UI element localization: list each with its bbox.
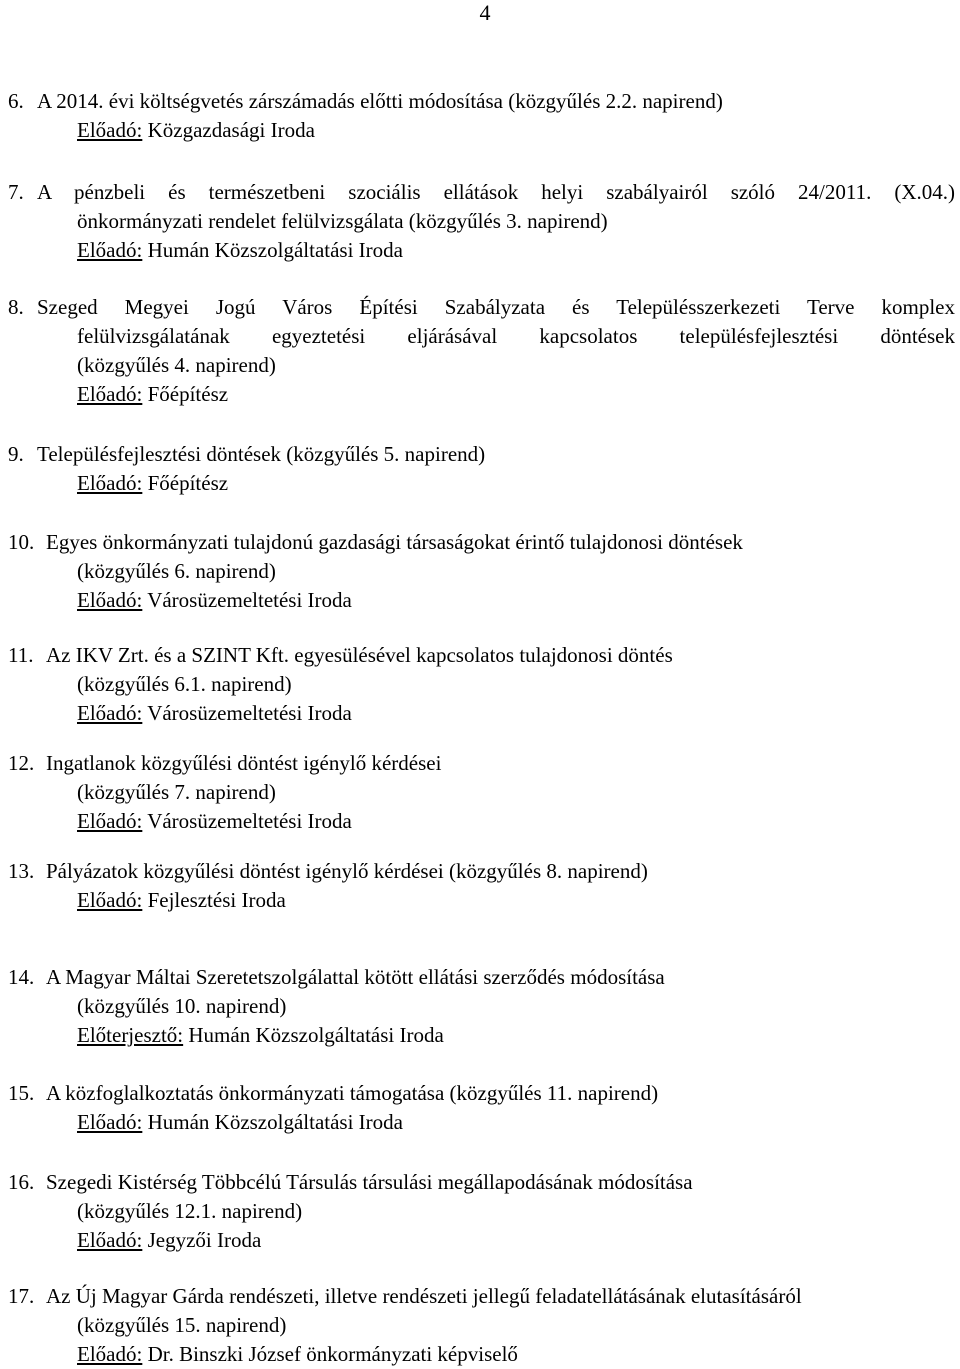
agenda-item-number: 8. bbox=[8, 295, 24, 319]
agenda-item-title-line: Településfejlesztési döntések (közgyűlés 5. napirend) bbox=[37, 442, 486, 466]
agenda-item-title-line: (közgyűlés 10. napirend) bbox=[77, 994, 287, 1018]
agenda-item-presenter bbox=[77, 380, 960, 409]
agenda-item bbox=[0, 963, 960, 1050]
agenda-item-presenter bbox=[77, 1226, 960, 1255]
presenter-label: Előadó: bbox=[77, 1228, 143, 1252]
agenda-item-number: 9. bbox=[8, 442, 24, 466]
agenda-item-number: 12. bbox=[8, 751, 35, 775]
agenda-item-title-line: A Magyar Máltai Szeretetszolgálattal kötött ellátási szerződés módosítása bbox=[46, 965, 665, 989]
agenda-item-title-line: (közgyűlés 7. napirend) bbox=[77, 780, 276, 804]
agenda-item-presenter bbox=[77, 586, 960, 615]
presenter-name: Városüzemeltetési Iroda bbox=[142, 809, 352, 833]
presenter-name: Jegyzői Iroda bbox=[142, 1228, 262, 1252]
presenter-label: Előterjesztő: bbox=[77, 1023, 184, 1047]
presenter-label: Előadó: bbox=[77, 118, 143, 142]
agenda-item bbox=[0, 178, 960, 265]
agenda-item-title bbox=[0, 1168, 960, 1226]
presenter-label: Előadó: bbox=[77, 701, 143, 725]
agenda-item-number: 13. bbox=[8, 859, 35, 883]
agenda-item-title bbox=[0, 1282, 960, 1340]
presenter-label: Előadó: bbox=[77, 888, 143, 912]
presenter-label: Előadó: bbox=[77, 1342, 143, 1366]
presenter-name: Humán Közszolgáltatási Iroda bbox=[142, 238, 403, 262]
presenter-name: Fejlesztési Iroda bbox=[142, 888, 286, 912]
agenda-item-title-line: Szegedi Kistérség Többcélú Társulás társulási megállapodásának módosítása bbox=[46, 1170, 693, 1194]
agenda-item-number: 17. bbox=[8, 1284, 35, 1308]
presenter-name: Dr. Binszki József önkormányzati képviselő bbox=[142, 1342, 518, 1366]
presenter-name: Főépítész bbox=[142, 382, 229, 406]
agenda-item bbox=[0, 440, 960, 498]
presenter-label: Előadó: bbox=[77, 382, 143, 406]
agenda-item-title bbox=[0, 528, 960, 586]
agenda-item-title-line: A pénzbeli és természetbeni szociális ellátások helyi szabályairól szóló 24/2011. (X.04.) bbox=[37, 180, 955, 204]
agenda-item-presenter bbox=[77, 699, 960, 728]
agenda-item-presenter bbox=[77, 1108, 960, 1137]
agenda-item bbox=[0, 293, 960, 409]
presenter-label: Előadó: bbox=[77, 471, 143, 495]
agenda-item-title-line: felülvizsgálatának egyeztetési eljárásával kapcsolatos településfejlesztési döntések bbox=[77, 324, 955, 348]
agenda-item-number: 14. bbox=[8, 965, 35, 989]
agenda-item-title bbox=[0, 963, 960, 1021]
agenda-item-title-line: A 2014. évi költségvetés zárszámadás előtti módosítása (közgyűlés 2.2. napirend) bbox=[37, 89, 723, 113]
agenda-item-presenter bbox=[77, 236, 960, 265]
agenda-item-presenter bbox=[77, 116, 960, 145]
agenda-item-title-line: Egyes önkormányzati tulajdonú gazdasági társaságokat érintő tulajdonosi döntések bbox=[46, 530, 743, 554]
agenda-item-title-line: Az Új Magyar Gárda rendészeti, illetve rendészeti jellegű feladatellátásának elutasításáról bbox=[46, 1284, 802, 1308]
presenter-name: Humán Közszolgáltatási Iroda bbox=[183, 1023, 444, 1047]
agenda-item-title-line: Szeged Megyei Jogú Város Építési Szabályzata és Településszerkezeti Terve komplex bbox=[37, 295, 955, 319]
agenda-item bbox=[0, 641, 960, 728]
agenda-item-title bbox=[0, 293, 960, 380]
agenda-item-title bbox=[0, 641, 960, 699]
agenda-item-title bbox=[0, 87, 960, 116]
agenda-item-number: 16. bbox=[8, 1170, 35, 1194]
agenda-item bbox=[0, 87, 960, 145]
agenda-item bbox=[0, 857, 960, 915]
agenda-item-title-line: (közgyűlés 6.1. napirend) bbox=[77, 672, 292, 696]
presenter-label: Előadó: bbox=[77, 809, 143, 833]
agenda-item-presenter bbox=[77, 1021, 960, 1050]
agenda-item-title-line: (közgyűlés 15. napirend) bbox=[77, 1313, 287, 1337]
agenda-item-presenter bbox=[77, 807, 960, 836]
agenda-item-title-line: Ingatlanok közgyűlési döntést igénylő kérdései bbox=[46, 751, 442, 775]
agenda-item bbox=[0, 749, 960, 836]
presenter-name: Városüzemeltetési Iroda bbox=[142, 701, 352, 725]
agenda-item-title-line: (közgyűlés 12.1. napirend) bbox=[77, 1199, 303, 1223]
presenter-name: Városüzemeltetési Iroda bbox=[142, 588, 352, 612]
presenter-name: Közgazdasági Iroda bbox=[142, 118, 315, 142]
agenda-item-title bbox=[0, 857, 960, 886]
agenda-item bbox=[0, 1168, 960, 1255]
agenda-item-title-line: A közfoglalkoztatás önkormányzati támogatása (közgyűlés 11. napirend) bbox=[46, 1081, 659, 1105]
agenda-item-title bbox=[0, 1079, 960, 1108]
agenda-item-presenter bbox=[77, 886, 960, 915]
agenda-item-number: 10. bbox=[8, 530, 35, 554]
presenter-name: Humán Közszolgáltatási Iroda bbox=[142, 1110, 403, 1134]
presenter-label: Előadó: bbox=[77, 1110, 143, 1134]
agenda-item-title-line: önkormányzati rendelet felülvizsgálata (közgyűlés 3. napirend) bbox=[77, 209, 608, 233]
agenda-item bbox=[0, 1282, 960, 1369]
agenda-item-title bbox=[0, 440, 960, 469]
agenda-item-title bbox=[0, 178, 960, 236]
agenda-item-title-line: (közgyűlés 4. napirend) bbox=[77, 353, 276, 377]
agenda-item-presenter bbox=[77, 1340, 960, 1369]
agenda-item-number: 15. bbox=[8, 1081, 35, 1105]
agenda-item-title-line: Az IKV Zrt. és a SZINT Kft. egyesülésével kapcsolatos tulajdonosi döntés bbox=[46, 643, 673, 667]
agenda-item bbox=[0, 1079, 960, 1137]
agenda-item-presenter bbox=[77, 469, 960, 498]
agenda-item-number: 7. bbox=[8, 180, 24, 204]
agenda-item-title bbox=[0, 749, 960, 807]
agenda-item-title-line: (közgyűlés 6. napirend) bbox=[77, 559, 276, 583]
page-number: 4 bbox=[479, 0, 491, 25]
presenter-label: Előadó: bbox=[77, 238, 143, 262]
agenda-item-number: 11. bbox=[8, 643, 34, 667]
presenter-name: Főépítész bbox=[142, 471, 229, 495]
agenda-item bbox=[0, 528, 960, 615]
agenda-item-title-line: Pályázatok közgyűlési döntést igénylő kérdései (közgyűlés 8. napirend) bbox=[46, 859, 648, 883]
agenda-item-number: 6. bbox=[8, 89, 24, 113]
presenter-label: Előadó: bbox=[77, 588, 143, 612]
